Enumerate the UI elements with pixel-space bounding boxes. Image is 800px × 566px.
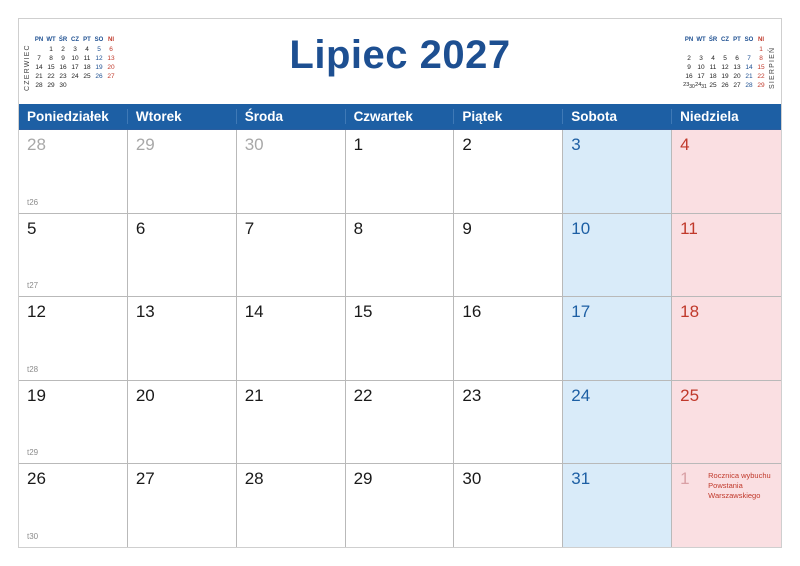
- weekday-header-friday: Piątek: [454, 109, 563, 124]
- day-number: 18: [680, 302, 700, 322]
- weekday-header-tuesday: Wtorek: [128, 109, 237, 124]
- mini-dow: PN: [34, 37, 44, 43]
- day-number: 27: [135, 469, 155, 489]
- day-cell[interactable]: [563, 381, 672, 465]
- mini-month-next: [683, 36, 776, 100]
- calendar-header: [19, 19, 781, 104]
- mini-day: 12: [95, 55, 103, 62]
- day-number: 1: [680, 469, 690, 489]
- day-number: 1: [353, 135, 364, 154]
- day-number: 21: [244, 385, 264, 405]
- day-cell[interactable]: [454, 130, 563, 214]
- day-number: 24: [571, 385, 591, 405]
- mini-day: 17: [71, 64, 79, 71]
- day-cell[interactable]: [237, 381, 346, 465]
- mini-day: 28: [745, 82, 753, 89]
- page-title: Lipiec 2027: [289, 33, 511, 77]
- mini-day: 16: [59, 64, 67, 71]
- day-cell[interactable]: [128, 464, 237, 548]
- mini-day: 17: [697, 73, 705, 80]
- mini-dow: ŚR: [58, 37, 68, 43]
- calendar-sheet: [18, 18, 782, 548]
- day-cell[interactable]: [237, 297, 346, 381]
- day-cell[interactable]: [237, 214, 346, 298]
- mini-day: 7: [747, 55, 751, 62]
- mini-day: 20: [107, 64, 115, 71]
- day-cell[interactable]: [19, 381, 128, 465]
- day-number: 14: [244, 302, 264, 322]
- day-cell[interactable]: [454, 214, 563, 298]
- mini-day: 7: [37, 55, 41, 62]
- day-number: 22: [353, 385, 373, 405]
- mini-day: 19: [95, 64, 103, 71]
- day-cell[interactable]: [346, 297, 455, 381]
- day-cell[interactable]: [672, 381, 781, 465]
- day-cell[interactable]: [19, 214, 128, 298]
- day-number: 25: [680, 385, 700, 405]
- mini-day: 18: [83, 64, 91, 71]
- mini-dow: NI: [108, 37, 114, 43]
- mini-day: 19: [721, 73, 729, 80]
- mini-day: 8: [759, 55, 763, 62]
- day-cell[interactable]: [672, 464, 781, 548]
- day-number: 20: [135, 385, 155, 405]
- day-number: 31: [571, 469, 591, 489]
- mini-dow: WT: [696, 37, 706, 43]
- mini-day: [743, 45, 755, 54]
- mini-day: [93, 81, 105, 90]
- mini-day: 11: [709, 64, 717, 71]
- mini-day: $24_{31}$: [695, 82, 707, 90]
- mini-day: 1: [759, 46, 763, 53]
- mini-day: 26: [721, 82, 729, 89]
- mini-dow: ŚR: [708, 37, 718, 43]
- day-cell[interactable]: [454, 464, 563, 548]
- day-cell[interactable]: [563, 214, 672, 298]
- mini-day: 9: [61, 55, 65, 62]
- mini-day: [707, 45, 719, 54]
- day-number: 5: [27, 218, 37, 238]
- mini-day: 10: [697, 64, 705, 71]
- mini-day: 25: [83, 73, 91, 80]
- day-cell[interactable]: [672, 130, 781, 214]
- mini-dow: PT: [83, 37, 91, 43]
- mini-day: 22: [47, 73, 55, 80]
- weekday-header-monday: Poniedziałek: [19, 109, 128, 124]
- mini-dow: SO: [94, 37, 104, 43]
- mini-day: 27: [733, 82, 741, 89]
- day-number: 15: [353, 302, 373, 322]
- day-cell[interactable]: [346, 464, 455, 548]
- mini-day: 14: [745, 64, 753, 71]
- day-number: 26: [27, 469, 46, 489]
- day-cell[interactable]: [346, 381, 455, 465]
- day-number: 4: [680, 135, 690, 154]
- week-number: t30: [27, 531, 39, 541]
- day-number: 12: [27, 302, 46, 322]
- weekday-header-saturday: Sobota: [563, 109, 672, 124]
- week-number: t26: [27, 197, 39, 207]
- holiday-note: Rocznica wybuchu Powstania Warszawskiego: [708, 471, 771, 501]
- mini-day: 22: [757, 73, 765, 80]
- day-cell[interactable]: [563, 464, 672, 548]
- mini-day: 15: [47, 64, 55, 71]
- mini-day: 24: [71, 73, 79, 80]
- day-cell[interactable]: [128, 381, 237, 465]
- day-number: 2: [462, 135, 472, 154]
- day-number: 30: [244, 135, 264, 154]
- mini-day: [105, 81, 117, 90]
- week-number: t29: [27, 448, 39, 458]
- mini-day: 10: [71, 55, 79, 62]
- day-number: 17: [571, 302, 591, 322]
- mini-dow: SO: [744, 37, 754, 43]
- day-number: 6: [135, 218, 146, 238]
- day-cell[interactable]: [128, 130, 237, 214]
- mini-day: [695, 45, 707, 54]
- day-cell[interactable]: [237, 130, 346, 214]
- mini-day: 11: [83, 55, 91, 62]
- day-number: 19: [27, 385, 46, 405]
- day-number: 29: [135, 135, 155, 154]
- mini-day: 26: [95, 73, 103, 80]
- mini-day: 21: [745, 73, 753, 80]
- mini-day: 23: [59, 73, 67, 80]
- day-number: 13: [135, 302, 155, 322]
- mini-day: 12: [721, 64, 729, 71]
- mini-day: [719, 45, 731, 54]
- mini-day: 16: [685, 73, 693, 80]
- mini-day: 14: [35, 64, 43, 71]
- mini-month-next-grid: [683, 36, 767, 90]
- day-cell[interactable]: [237, 464, 346, 548]
- week-number: t27: [27, 281, 39, 291]
- mini-dow: PT: [733, 37, 741, 43]
- mini-day: 9: [687, 64, 691, 71]
- mini-day: [69, 81, 81, 90]
- mini-day: 5: [97, 46, 101, 53]
- mini-dow: WT: [46, 37, 56, 43]
- mini-day: 20: [733, 73, 741, 80]
- day-number: 10: [571, 218, 591, 238]
- mini-day: 13: [733, 64, 741, 71]
- day-cell[interactable]: [19, 297, 128, 381]
- mini-day: 29: [47, 82, 55, 89]
- weekday-header-row: [19, 104, 781, 129]
- day-number: 8: [353, 218, 364, 238]
- day-number: 29: [353, 469, 373, 489]
- day-number: 7: [244, 218, 255, 238]
- weekday-header-sunday: Niedziela: [680, 109, 739, 124]
- mini-dow: CZ: [721, 37, 729, 43]
- day-cell[interactable]: [19, 464, 128, 548]
- day-number: 11: [680, 218, 698, 238]
- mini-day: 2: [687, 55, 691, 62]
- mini-month-next-label: SIERPIEŃ: [769, 46, 776, 90]
- day-cell[interactable]: [128, 297, 237, 381]
- day-cell[interactable]: [454, 297, 563, 381]
- mini-day: 5: [723, 55, 727, 62]
- mini-day: 15: [757, 64, 765, 71]
- day-number: 16: [462, 302, 482, 322]
- day-number: 23: [462, 385, 482, 405]
- day-cell[interactable]: [672, 297, 781, 381]
- day-cell[interactable]: [346, 214, 455, 298]
- mini-day: 28: [35, 82, 43, 89]
- day-cell[interactable]: [563, 297, 672, 381]
- week-number: t28: [27, 364, 39, 374]
- mini-day: 4: [85, 46, 89, 53]
- day-cell[interactable]: [346, 130, 455, 214]
- day-number: 28: [244, 469, 264, 489]
- day-number: 30: [462, 469, 482, 489]
- mini-day: 21: [35, 73, 43, 80]
- day-cell[interactable]: [19, 130, 128, 214]
- mini-dow: PN: [684, 37, 694, 43]
- day-number: 3: [571, 135, 581, 154]
- mini-dow: CZ: [71, 37, 79, 43]
- day-number: 28: [27, 135, 46, 154]
- day-number: 9: [462, 218, 472, 238]
- mini-day: [81, 81, 93, 90]
- weekday-header-thursday: Czwartek: [346, 109, 455, 124]
- mini-day: 13: [107, 55, 115, 62]
- day-cell[interactable]: [128, 214, 237, 298]
- mini-day: 29: [757, 82, 765, 89]
- mini-day: [683, 45, 695, 54]
- calendar-grid: [19, 129, 781, 548]
- mini-day: 3: [73, 46, 77, 53]
- day-cell[interactable]: [672, 214, 781, 298]
- mini-day: 6: [735, 55, 739, 62]
- mini-day: 8: [49, 55, 53, 62]
- mini-day: 2: [61, 46, 65, 53]
- mini-day: 30: [59, 82, 67, 89]
- mini-month-previous-label: CZERWIEC: [24, 44, 31, 92]
- mini-day: $23_{30}$: [683, 82, 695, 90]
- mini-dow: NI: [758, 37, 764, 43]
- weekday-header-wednesday: Środa: [237, 109, 346, 124]
- mini-day: 25: [709, 82, 717, 89]
- mini-day: 3: [699, 55, 703, 62]
- mini-day: 18: [709, 73, 717, 80]
- day-cell[interactable]: [563, 130, 672, 214]
- mini-day: 27: [107, 73, 115, 80]
- mini-day: [731, 45, 743, 54]
- mini-day: 1: [49, 46, 53, 53]
- mini-day: 6: [109, 46, 113, 53]
- day-cell[interactable]: [454, 381, 563, 465]
- mini-day: 4: [711, 55, 715, 62]
